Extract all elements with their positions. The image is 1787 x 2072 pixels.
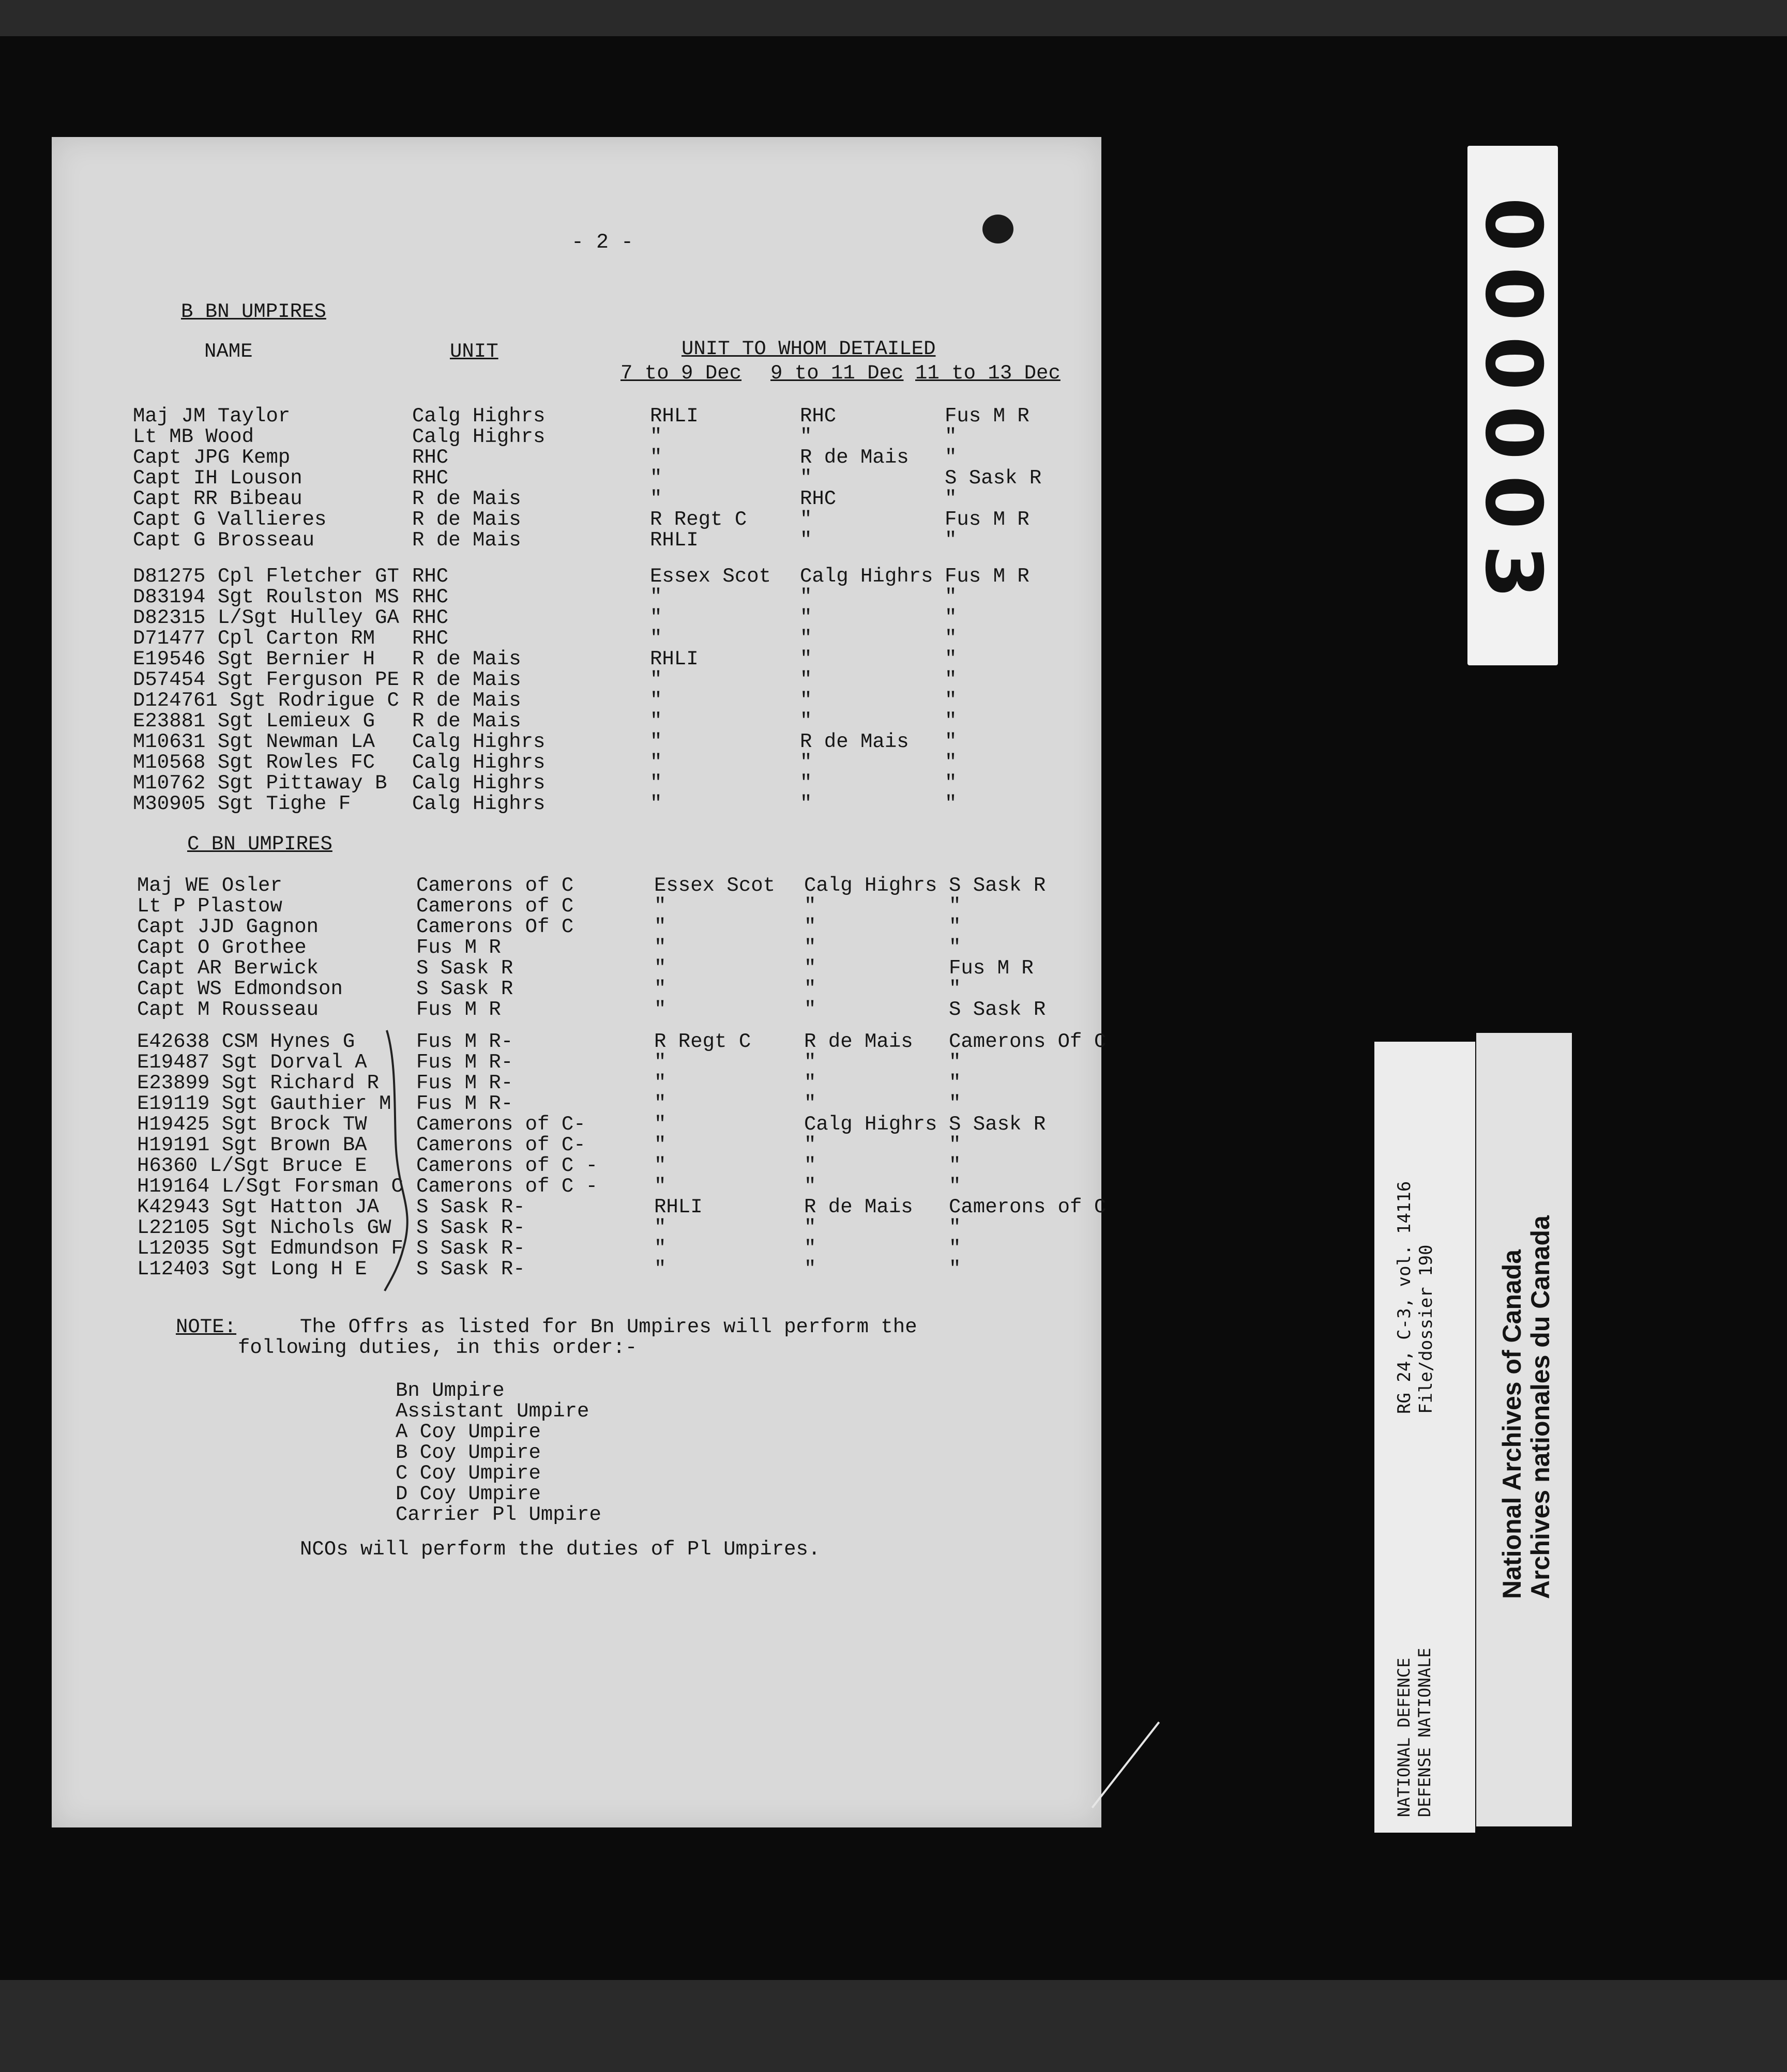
- nco-row: [133, 669, 1095, 690]
- umpire-name: M10568 Sgt Rowles FC: [133, 751, 375, 774]
- detail-period-2: R de Mais: [800, 446, 909, 469]
- detail-period-2: RHC: [800, 487, 837, 510]
- detail-period-3: ": [949, 1216, 961, 1239]
- b-section-title: B BN UMPIRES: [181, 300, 326, 323]
- detail-period-2: ": [804, 1237, 816, 1260]
- detail-period-1: ": [654, 1051, 667, 1074]
- detail-period-3: Fus M R: [945, 565, 1029, 588]
- detail-period-2: ": [800, 689, 812, 712]
- detail-period-1: ": [650, 710, 662, 733]
- detail-period-3: ": [945, 586, 957, 608]
- scan-border-top: [0, 0, 1787, 36]
- page-number: - 2 -: [571, 231, 634, 254]
- detail-period-1: ": [654, 936, 667, 959]
- detail-period-1: ": [654, 1154, 667, 1177]
- umpire-name: H19164 L/Sgt Forsman C: [137, 1175, 403, 1198]
- officer-row: [133, 509, 1095, 530]
- nco-row: [133, 628, 1095, 649]
- duty-item: A Coy Umpire: [396, 1421, 541, 1443]
- nco-row: [137, 1217, 1099, 1238]
- duties-list: [396, 1380, 601, 1525]
- umpire-name: L12403 Sgt Long H E: [137, 1258, 367, 1281]
- umpire-unit: R de Mais: [412, 668, 521, 691]
- detail-period-1: ": [654, 916, 667, 938]
- department-fr: DEFENSE NATIONALE: [1415, 1648, 1434, 1817]
- detail-period-3: ": [945, 689, 957, 712]
- archives-name-fr: Archives nationales du Canada: [1526, 1215, 1555, 1599]
- detail-period-3: ": [945, 730, 957, 753]
- detail-period-1: ": [654, 1113, 667, 1136]
- detail-period-1: ": [650, 586, 662, 608]
- detail-period-1: RHLI: [650, 648, 699, 671]
- detail-period-2: ": [804, 978, 816, 1000]
- umpire-unit: Calg Highrs: [412, 793, 546, 815]
- detail-period-3: ": [945, 710, 957, 733]
- header-unit: UNIT: [450, 340, 498, 363]
- detail-period-3: ": [949, 1258, 961, 1281]
- umpire-name: K42943 Sgt Hatton JA: [137, 1196, 380, 1218]
- detail-period-1: ": [654, 957, 667, 980]
- detail-period-3: ": [949, 895, 961, 918]
- archive-reference-label: [1374, 1042, 1475, 1833]
- detail-period-2: ": [804, 1216, 816, 1239]
- note-closing: NCOs will perform the duties of Pl Umpires.: [300, 1538, 821, 1561]
- nco-row: [137, 1135, 1099, 1155]
- umpire-unit: RHC: [412, 467, 449, 490]
- detail-period-3: ": [949, 1237, 961, 1260]
- detail-period-1: ": [650, 668, 662, 691]
- umpire-name: E23899 Sgt Richard R: [137, 1072, 380, 1094]
- detail-period-1: ": [650, 487, 662, 510]
- detail-period-1: ": [654, 998, 667, 1021]
- note-line-2: following duties, in this order:-: [238, 1336, 638, 1359]
- nco-row: [133, 566, 1095, 587]
- officer-row: [133, 489, 1095, 509]
- detail-period-3: ": [945, 627, 957, 650]
- umpire-unit: Fus M R-: [416, 1072, 513, 1094]
- umpire-name: D83194 Sgt Roulston MS: [133, 586, 399, 608]
- umpire-name: Capt AR Berwick: [137, 957, 319, 980]
- note-label: NOTE:: [176, 1316, 237, 1338]
- detail-period-2: ": [800, 772, 812, 795]
- document-page: [52, 137, 1107, 1827]
- umpire-unit: R de Mais: [412, 710, 521, 733]
- detail-period-2: ": [804, 1154, 816, 1177]
- nco-row: [137, 1176, 1099, 1197]
- umpire-name: M10762 Sgt Pittaway B: [133, 772, 387, 795]
- officer-row: [137, 917, 1099, 937]
- detail-period-1: ": [650, 772, 662, 795]
- detail-period-3: ": [945, 668, 957, 691]
- detail-period-2: Calg Highrs: [800, 565, 933, 588]
- detail-period-2: ": [800, 627, 812, 650]
- detail-period-1: RHLI: [654, 1196, 703, 1218]
- detail-period-2: ": [804, 916, 816, 938]
- umpire-unit: Camerons of C: [416, 895, 574, 918]
- nco-row: [137, 1073, 1099, 1093]
- detail-period-1: ": [650, 446, 662, 469]
- b-officers-table: [133, 406, 1095, 551]
- note-line-1: The Offrs as listed for Bn Umpires will perform the: [300, 1316, 917, 1338]
- umpire-name: Capt G Brosseau: [133, 529, 315, 552]
- detail-period-1: ": [650, 730, 662, 753]
- officer-row: [133, 406, 1095, 426]
- detail-period-3: S Sask R: [949, 874, 1046, 897]
- nco-row: [133, 732, 1095, 752]
- detail-period-3: S Sask R: [949, 1113, 1046, 1136]
- detail-period-3: Camerons Of C: [949, 1030, 1107, 1053]
- nco-row: [137, 1259, 1099, 1279]
- detail-period-1: ": [650, 793, 662, 815]
- frame-number: 000003: [1467, 197, 1558, 614]
- detail-period-1: ": [654, 1092, 667, 1115]
- detail-period-3: ": [949, 1154, 961, 1177]
- nco-row: [137, 1052, 1099, 1073]
- umpire-name: D71477 Cpl Carton RM: [133, 627, 375, 650]
- detail-period-1: RHLI: [650, 529, 699, 552]
- c-officers-table: [137, 875, 1099, 1020]
- umpire-name: H19191 Sgt Brown BA: [137, 1134, 367, 1156]
- umpire-name: Capt RR Bibeau: [133, 487, 302, 510]
- umpire-unit: Camerons of C -: [416, 1154, 598, 1177]
- header-unit-detailed: UNIT TO WHOM DETAILED: [682, 338, 936, 360]
- detail-period-1: ": [650, 627, 662, 650]
- header-period-3: 11 to 13 Dec: [915, 362, 1061, 385]
- nco-row: [137, 1114, 1099, 1135]
- detail-period-3: ": [945, 529, 957, 552]
- detail-period-3: Fus M R: [949, 957, 1034, 980]
- umpire-unit: Calg Highrs: [412, 751, 546, 774]
- officer-row: [133, 447, 1095, 468]
- detail-period-1: ": [654, 895, 667, 918]
- officer-row: [137, 937, 1099, 958]
- umpire-unit: Calg Highrs: [412, 772, 546, 795]
- detail-period-1: ": [654, 1134, 667, 1156]
- detail-period-3: ": [949, 916, 961, 938]
- c-section-title: C BN UMPIRES: [187, 833, 332, 856]
- detail-period-1: ": [654, 1237, 667, 1260]
- umpire-unit: Camerons Of C: [416, 916, 574, 938]
- umpire-name: L22105 Sgt Nichols GW: [137, 1216, 391, 1239]
- nco-row: [133, 587, 1095, 607]
- detail-period-2: ": [804, 1134, 816, 1156]
- umpire-unit: Calg Highrs: [412, 730, 546, 753]
- nco-row: [133, 752, 1095, 773]
- detail-period-2: ": [804, 895, 816, 918]
- detail-period-1: ": [654, 978, 667, 1000]
- umpire-name: M10631 Sgt Newman LA: [133, 730, 375, 753]
- umpire-unit: S Sask R-: [416, 1196, 525, 1218]
- detail-period-3: ": [945, 772, 957, 795]
- detail-period-3: ": [945, 446, 957, 469]
- detail-period-2: R de Mais: [800, 730, 909, 753]
- detail-period-2: RHC: [800, 405, 837, 428]
- umpire-unit: Calg Highrs: [412, 425, 546, 448]
- duty-item: Assistant Umpire: [396, 1400, 589, 1423]
- umpire-name: Maj WE Osler: [137, 874, 282, 897]
- detail-period-2: ": [800, 606, 812, 629]
- officer-row: [137, 875, 1099, 896]
- detail-period-2: ": [800, 751, 812, 774]
- detail-period-2: ": [800, 508, 812, 531]
- detail-period-3: ": [949, 1051, 961, 1074]
- detail-period-3: ": [949, 1175, 961, 1198]
- umpire-unit: Fus M R-: [416, 1051, 513, 1074]
- detail-period-1: Essex Scot: [650, 565, 771, 588]
- detail-period-2: ": [800, 425, 812, 448]
- nco-row: [137, 1238, 1099, 1259]
- umpire-name: Capt O Grothee: [137, 936, 307, 959]
- umpire-unit: Camerons of C-: [416, 1134, 586, 1156]
- detail-period-1: Essex Scot: [654, 874, 776, 897]
- detail-period-3: Fus M R: [945, 508, 1029, 531]
- detail-period-1: ": [650, 606, 662, 629]
- detail-period-3: ": [945, 648, 957, 671]
- duty-item: Bn Umpire: [396, 1379, 505, 1402]
- detail-period-2: ": [800, 467, 812, 490]
- detail-period-2: Calg Highrs: [804, 874, 937, 897]
- detail-period-3: S Sask R: [945, 467, 1042, 490]
- umpire-unit: Camerons of C -: [416, 1175, 598, 1198]
- detail-period-1: ": [654, 1216, 667, 1239]
- umpire-unit: Fus M R-: [416, 1092, 513, 1115]
- umpire-name: E19487 Sgt Dorval A: [137, 1051, 367, 1074]
- detail-period-2: ": [800, 668, 812, 691]
- detail-period-2: ": [800, 793, 812, 815]
- umpire-unit: Fus M R-: [416, 1030, 513, 1053]
- film-scratch: [1092, 1721, 1160, 1808]
- header-name: NAME: [204, 340, 253, 363]
- nco-row: [137, 1030, 1107, 1053]
- header-period-2: 9 to 11 Dec: [770, 362, 904, 385]
- umpire-unit: S Sask R: [416, 957, 513, 980]
- detail-period-2: ": [804, 1092, 816, 1115]
- detail-period-2: R de Mais: [804, 1030, 913, 1053]
- umpire-unit: R de Mais: [412, 689, 521, 712]
- umpire-name: Capt JPG Kemp: [133, 446, 291, 469]
- nco-row: [133, 711, 1095, 732]
- nco-row: [137, 1196, 1107, 1218]
- detail-period-1: RHLI: [650, 405, 699, 428]
- umpire-name: Capt M Rousseau: [137, 998, 319, 1021]
- detail-period-3: ": [945, 606, 957, 629]
- detail-period-2: ": [800, 529, 812, 552]
- umpire-unit: RHC: [412, 446, 449, 469]
- umpire-name: M30905 Sgt Tighe F: [133, 793, 351, 815]
- umpire-name: L12035 Sgt Edmundson F: [137, 1237, 403, 1260]
- detail-period-3: ": [949, 1092, 961, 1115]
- umpire-unit: RHC: [412, 606, 449, 629]
- umpire-unit: S Sask R-: [416, 1258, 525, 1281]
- umpire-name: Capt IH Louson: [133, 467, 302, 490]
- detail-period-3: ": [945, 793, 957, 815]
- detail-period-2: ": [804, 957, 816, 980]
- detail-period-3: ": [949, 978, 961, 1000]
- umpire-unit: Camerons of C-: [416, 1113, 586, 1136]
- detail-period-1: ": [654, 1175, 667, 1198]
- frame-number-strip: [1467, 146, 1558, 665]
- officer-row: [137, 999, 1099, 1020]
- department-en: NATIONAL DEFENCE: [1394, 1657, 1414, 1817]
- detail-period-3: S Sask R: [949, 998, 1046, 1021]
- header-period-1: 7 to 9 Dec: [620, 362, 742, 385]
- ink-blot: [982, 215, 1013, 243]
- detail-period-1: ": [650, 751, 662, 774]
- umpire-name: Capt JJD Gagnon: [137, 916, 319, 938]
- umpire-unit: Camerons of C: [416, 874, 574, 897]
- detail-period-2: ": [804, 1175, 816, 1198]
- detail-period-1: ": [650, 467, 662, 490]
- c-ncos-table: [137, 1030, 1107, 1281]
- umpire-unit: R de Mais: [412, 487, 521, 510]
- umpire-name: D81275 Cpl Fletcher GT: [133, 565, 399, 588]
- duty-item: C Coy Umpire: [396, 1462, 541, 1485]
- umpire-unit: RHC: [412, 627, 449, 650]
- umpire-name: H19425 Sgt Brock TW: [137, 1113, 367, 1136]
- reference-line-2: File/dossier 190: [1416, 1244, 1436, 1414]
- officer-row: [137, 896, 1099, 917]
- umpire-name: E23881 Sgt Lemieux G: [133, 710, 375, 733]
- nco-row: [133, 690, 1095, 711]
- nco-row: [133, 773, 1095, 794]
- detail-period-1: ": [654, 1258, 667, 1281]
- duty-item: B Coy Umpire: [396, 1441, 541, 1464]
- umpire-name: D57454 Sgt Ferguson PE: [133, 668, 399, 691]
- officer-row: [133, 530, 1095, 551]
- handwritten-bracket: [383, 1026, 414, 1295]
- detail-period-2: ": [804, 936, 816, 959]
- officer-row: [137, 979, 1099, 999]
- umpire-name: Capt WS Edmondson: [137, 978, 343, 1000]
- detail-period-1: ": [650, 425, 662, 448]
- detail-period-2: ": [800, 648, 812, 671]
- detail-period-2: ": [800, 710, 812, 733]
- duty-item: D Coy Umpire: [396, 1483, 541, 1505]
- umpire-unit: R de Mais: [412, 529, 521, 552]
- detail-period-2: Calg Highrs: [804, 1113, 937, 1136]
- umpire-name: E42638 CSM Hynes G: [137, 1030, 355, 1053]
- umpire-unit: S Sask R-: [416, 1216, 525, 1239]
- umpire-name: D124761 Sgt Rodrigue C: [133, 689, 399, 712]
- detail-period-3: Fus M R: [945, 405, 1029, 428]
- detail-period-1: ": [650, 689, 662, 712]
- officer-row: [133, 426, 1095, 447]
- umpire-unit: S Sask R: [416, 978, 513, 1000]
- umpire-name: Lt MB Wood: [133, 425, 254, 448]
- umpire-name: E19119 Sgt Gauthier M: [137, 1092, 391, 1115]
- b-ncos-table: [133, 566, 1095, 814]
- nco-row: [137, 1155, 1099, 1176]
- umpire-name: Maj JM Taylor: [133, 405, 291, 428]
- archives-canada-label: [1476, 1033, 1572, 1826]
- detail-period-3: ": [949, 936, 961, 959]
- umpire-unit: Fus M R: [416, 936, 501, 959]
- detail-period-1: ": [654, 1072, 667, 1094]
- detail-period-1: R Regt C: [654, 1030, 751, 1053]
- archives-name-en: National Archives of Canada: [1497, 1249, 1526, 1599]
- detail-period-3: ": [945, 487, 957, 510]
- detail-period-3: ": [945, 425, 957, 448]
- umpire-unit: Fus M R: [416, 998, 501, 1021]
- detail-period-2: ": [804, 1258, 816, 1281]
- umpire-name: H6360 L/Sgt Bruce E: [137, 1154, 367, 1177]
- detail-period-2: R de Mais: [804, 1196, 913, 1218]
- umpire-name: D82315 L/Sgt Hulley GA: [133, 606, 399, 629]
- detail-period-3: Camerons of C: [949, 1196, 1107, 1218]
- umpire-unit: R de Mais: [412, 508, 521, 531]
- umpire-unit: Calg Highrs: [412, 405, 546, 428]
- scan-border-bottom: [0, 1980, 1787, 2072]
- detail-period-3: ": [949, 1134, 961, 1156]
- umpire-unit: S Sask R-: [416, 1237, 525, 1260]
- officer-row: [137, 958, 1099, 979]
- detail-period-3: ": [949, 1072, 961, 1094]
- umpire-name: E19546 Sgt Bernier H: [133, 648, 375, 671]
- nco-row: [137, 1093, 1099, 1114]
- detail-period-3: ": [945, 751, 957, 774]
- umpire-unit: RHC: [412, 586, 449, 608]
- reference-line-1: RG 24, C-3, vol. 14116: [1394, 1181, 1415, 1414]
- nco-row: [133, 607, 1095, 628]
- detail-period-2: ": [800, 586, 812, 608]
- detail-period-1: R Regt C: [650, 508, 747, 531]
- umpire-unit: RHC: [412, 565, 449, 588]
- detail-period-2: ": [804, 1051, 816, 1074]
- umpire-name: Lt P Plastow: [137, 895, 282, 918]
- duty-item: Carrier Pl Umpire: [396, 1503, 601, 1526]
- officer-row: [133, 468, 1095, 489]
- detail-period-2: ": [804, 998, 816, 1021]
- nco-row: [133, 794, 1095, 814]
- detail-period-2: ": [804, 1072, 816, 1094]
- nco-row: [133, 649, 1095, 669]
- umpire-unit: R de Mais: [412, 648, 521, 671]
- umpire-name: Capt G Vallieres: [133, 508, 327, 531]
